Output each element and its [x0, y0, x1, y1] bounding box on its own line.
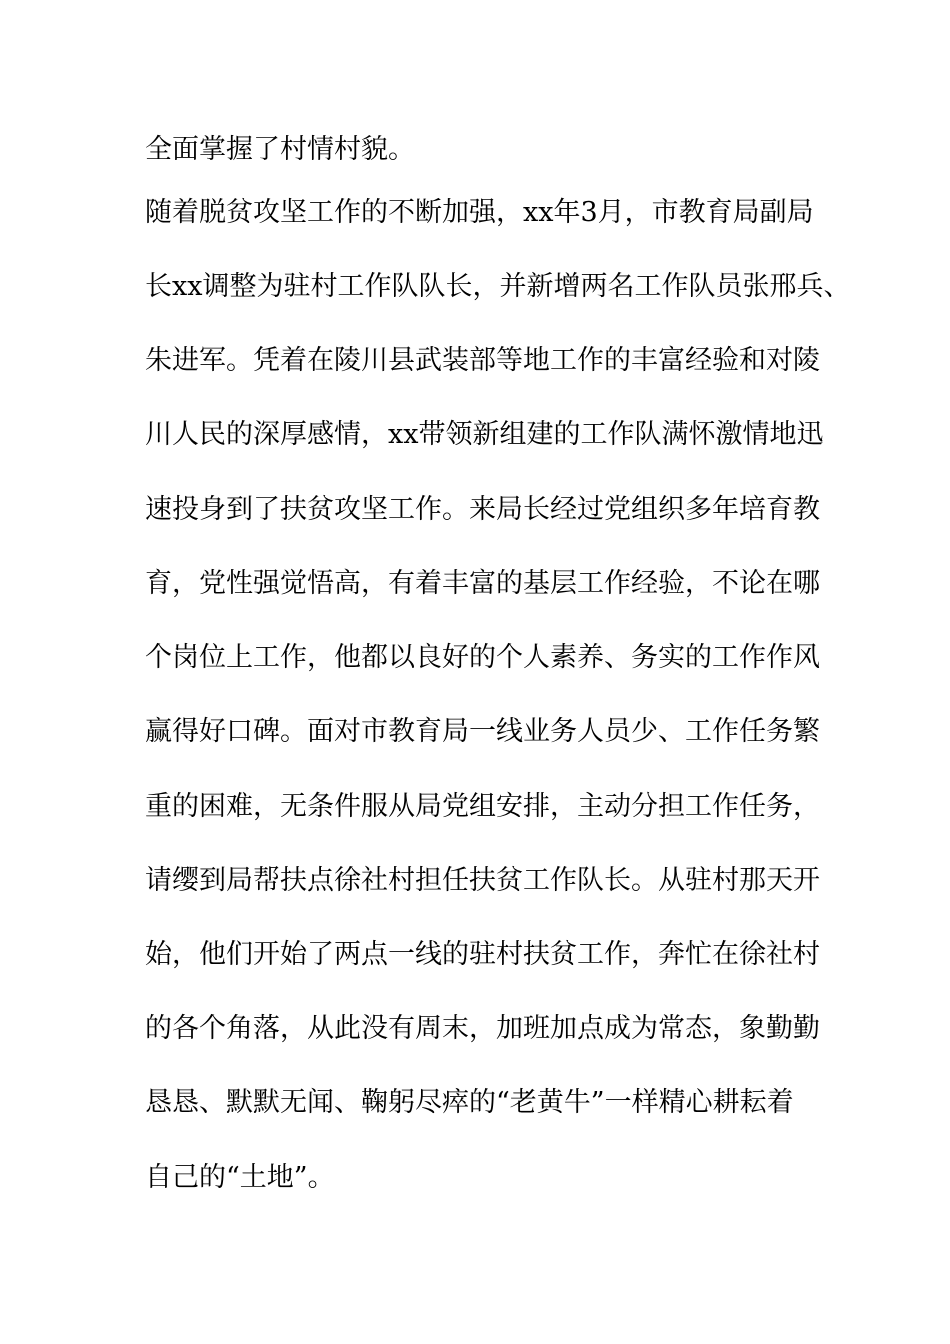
text-line: 朱进军。凭着在陵川县武装部等地工作的丰富经验和对陵: [145, 345, 820, 376]
text-line: 自己的“土地”。: [145, 1162, 335, 1193]
text-line: 始，他们开始了两点一线的驻村扶贫工作，奔忙在徐社村: [145, 939, 820, 970]
text-line: 赢得好口碑。面对市教育局一线业务人员少、工作任务繁: [145, 716, 820, 747]
text-line: 长xx调整为驻村工作队队长，并新增两名工作队员张邢兵、: [145, 271, 851, 302]
text-line: 的各个角落，从此没有周末，加班加点成为常态，象勤勤: [145, 1013, 820, 1044]
text-line: 速投身到了扶贫攻坚工作。来局长经过党组织多年培育教: [145, 494, 820, 525]
text-line: 请缨到局帮扶点徐社村担任扶贫工作队长。从驻村那天开: [145, 865, 820, 896]
text-line: 全面掌握了村情村貌。: [145, 134, 415, 165]
text-line: 随着脱贫攻坚工作的不断加强，xx年3月，市教育局副局: [145, 197, 814, 228]
text-line: 川人民的深厚感情，xx带领新组建的工作队满怀激情地迅: [145, 419, 824, 450]
text-line: 重的困难，无条件服从局党组安排，主动分担工作任务，: [145, 791, 820, 822]
text-line: 育，党性强觉悟高，有着丰富的基层工作经验，不论在哪: [145, 568, 820, 599]
text-line: 恳恳、默默无闻、鞠躬尽瘁的“老黄牛”一样精心耕耘着: [145, 1087, 794, 1118]
text-line: 个岗位上工作，他都以良好的个人素养、务实的工作作风: [145, 642, 820, 673]
